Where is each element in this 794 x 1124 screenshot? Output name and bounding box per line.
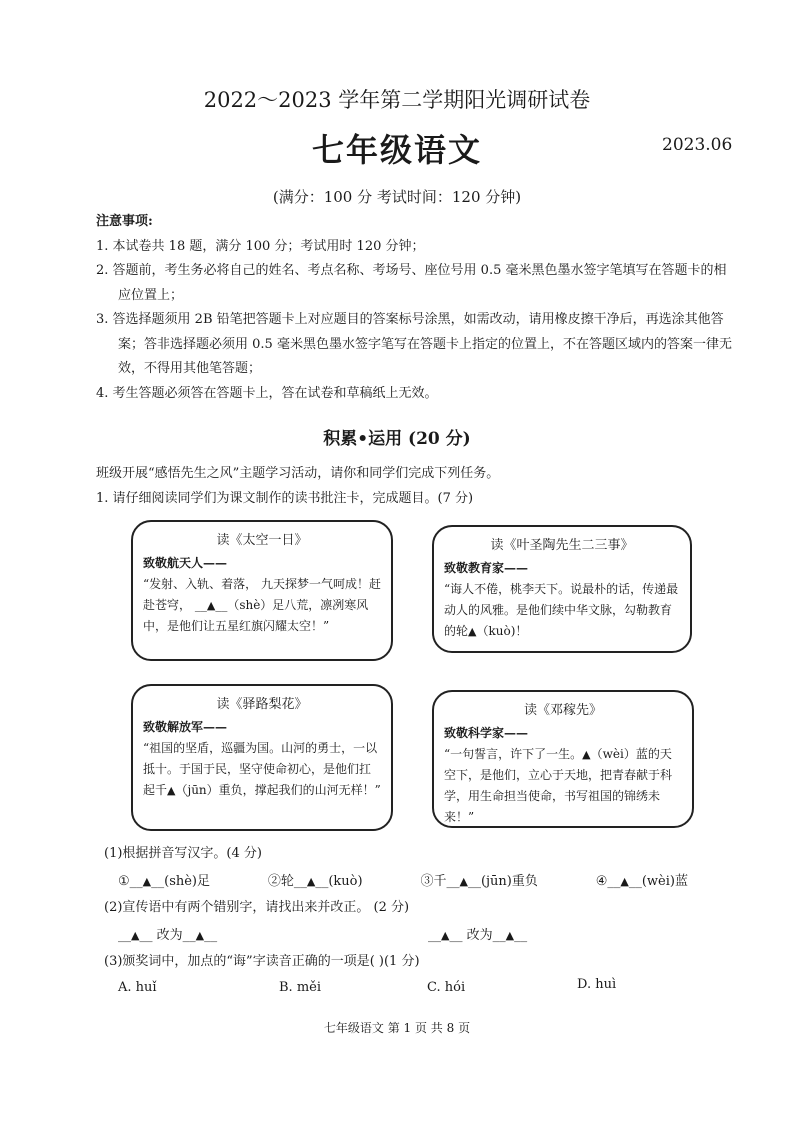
blank-triangle-icon: ▲ bbox=[131, 929, 140, 942]
card-text: “发射、入轨、着落， 九天探梦一气呵成！赶赴苍穹， __▲__（shè）足八荒，凛冽寒风中，是他们让五星红旗闪耀太空！” bbox=[143, 577, 381, 633]
pinyin-item: ④__▲__(wèi)蓝 bbox=[595, 874, 688, 889]
card-title: 读《邓稼先》 bbox=[523, 703, 602, 718]
notes-heading: 注意事项: bbox=[96, 214, 153, 229]
exam-title: 2022～2023 学年第二学期阳光调研试卷 bbox=[203, 88, 591, 112]
blank-triangle-icon: ▲ bbox=[441, 929, 450, 942]
option-d: D. huì bbox=[577, 977, 617, 992]
annotation-card-4 bbox=[432, 690, 694, 828]
option-b: B. měi bbox=[279, 980, 321, 995]
note-item: 4. 考生答题必须答在答题卡上，答在试卷和草稿纸上无效。 bbox=[96, 385, 438, 401]
section-title: 积累•运用 (20 分) bbox=[323, 429, 471, 449]
annotation-card-2 bbox=[432, 525, 692, 653]
option-c: C. hói bbox=[427, 980, 466, 995]
blank-triangle-icon: ▲ bbox=[505, 929, 515, 942]
card-dedication: 致敬教育家—— bbox=[444, 561, 529, 575]
correction-blank-2: __▲__ 改为__▲__ bbox=[428, 928, 528, 943]
card-text: “一句誓言，许下了一生。▲（wèi）蓝的天空下，是他们，立心于天地，把青春献于科学，用生命担当使命，书写祖国的锦绣未来！” bbox=[444, 747, 673, 824]
blank-triangle-icon: ▲ bbox=[206, 599, 216, 612]
exam-date: 2023.06 bbox=[662, 135, 733, 155]
blank-triangle-icon: ▲ bbox=[620, 875, 629, 888]
blank-triangle-icon: ▲ bbox=[468, 625, 477, 638]
subject-title: 七年级语文 bbox=[311, 131, 482, 169]
pinyin-item: ③千__▲__(jūn)重负 bbox=[420, 874, 538, 889]
note-item: 1. 本试卷共 18 题，满分 100 分；考试用时 120 分钟； bbox=[96, 238, 425, 254]
card-text: “祖国的坚盾，巡疆为国。山河的勇士，一以抵十。于国于民，坚守使命初心，是他们扛起千▲（jūn）重负，撑起我们的山河无样！” bbox=[143, 741, 381, 797]
card-title: 读《叶圣陶先生二三事》 bbox=[490, 538, 634, 553]
subquestion-1: (1)根据拼音写汉字。(4 分) bbox=[104, 846, 262, 861]
notes-block bbox=[96, 210, 736, 406]
card-text: “诲人不倦，桃李天下。说最朴的话，传递最动人的风雅。是他们续中华文脉，勾勒教育的轮▲（kuò)！ bbox=[444, 582, 679, 638]
note-item: 3. 答选择题须用 2B 铅笔把答题卡上对应题目的答案标号涂黑，如需改动，请用橡皮擦干净后，再选涂其他答案；答非选择题必须用 0.5 毫米黑色墨水签字笔写在答题卡上指定的位置上，不在答题区域内的答案一律无效，不得用其他笔答题； bbox=[96, 312, 732, 376]
option-a: A. huǐ bbox=[118, 980, 157, 995]
card-dedication: 致敬航天人—— bbox=[143, 556, 228, 570]
card-title: 读《驿路梨花》 bbox=[216, 697, 308, 712]
annotation-card-1 bbox=[131, 520, 393, 661]
subquestion-3: (3)颁奖词中，加点的“诲”字读音正确的一项是( )(1 分) bbox=[104, 954, 420, 969]
blank-triangle-icon: ▲ bbox=[306, 875, 316, 888]
pinyin-blanks-row bbox=[118, 870, 688, 889]
score-time-info: (满分：100 分 考试时间：120 分钟) bbox=[272, 188, 522, 206]
annotation-card-3 bbox=[131, 684, 393, 831]
pinyin-item: ①__▲__(shè)足 bbox=[118, 874, 211, 889]
note-item: 2. 答题前，考生务必将自己的姓名、考点名称、考场号、座位号用 0.5 毫米黑色墨水签字笔填写在答题卡的相应位置上； bbox=[96, 263, 727, 303]
card-dedication: 致敬解放军—— bbox=[143, 720, 228, 734]
pinyin-item: ②轮__▲__(kuò) bbox=[267, 874, 363, 889]
section-intro: 班级开展“感悟先生之风”主题学习活动，请你和同学们完成下列任务。 bbox=[96, 466, 500, 481]
blank-triangle-icon: ▲ bbox=[582, 748, 591, 761]
blank-triangle-icon: ▲ bbox=[142, 875, 152, 888]
card-dedication: 致敬科学家—— bbox=[444, 726, 529, 740]
blank-triangle-icon: ▲ bbox=[167, 784, 176, 797]
blank-triangle-icon: ▲ bbox=[459, 875, 468, 888]
question-1: 1. 请仔细阅读同学们为课文制作的读书批注卡，完成题目。(7 分) bbox=[96, 491, 474, 506]
page-footer: 七年级语文 第 1 页 共 8 页 bbox=[323, 1021, 471, 1035]
card-title: 读《太空一日》 bbox=[216, 533, 308, 548]
correction-blank-1: __▲__ 改为__▲__ bbox=[118, 928, 218, 943]
blank-triangle-icon: ▲ bbox=[195, 929, 205, 942]
subquestion-2: (2)宣传语中有两个错别字，请找出来并改正。 (2 分) bbox=[104, 900, 410, 915]
